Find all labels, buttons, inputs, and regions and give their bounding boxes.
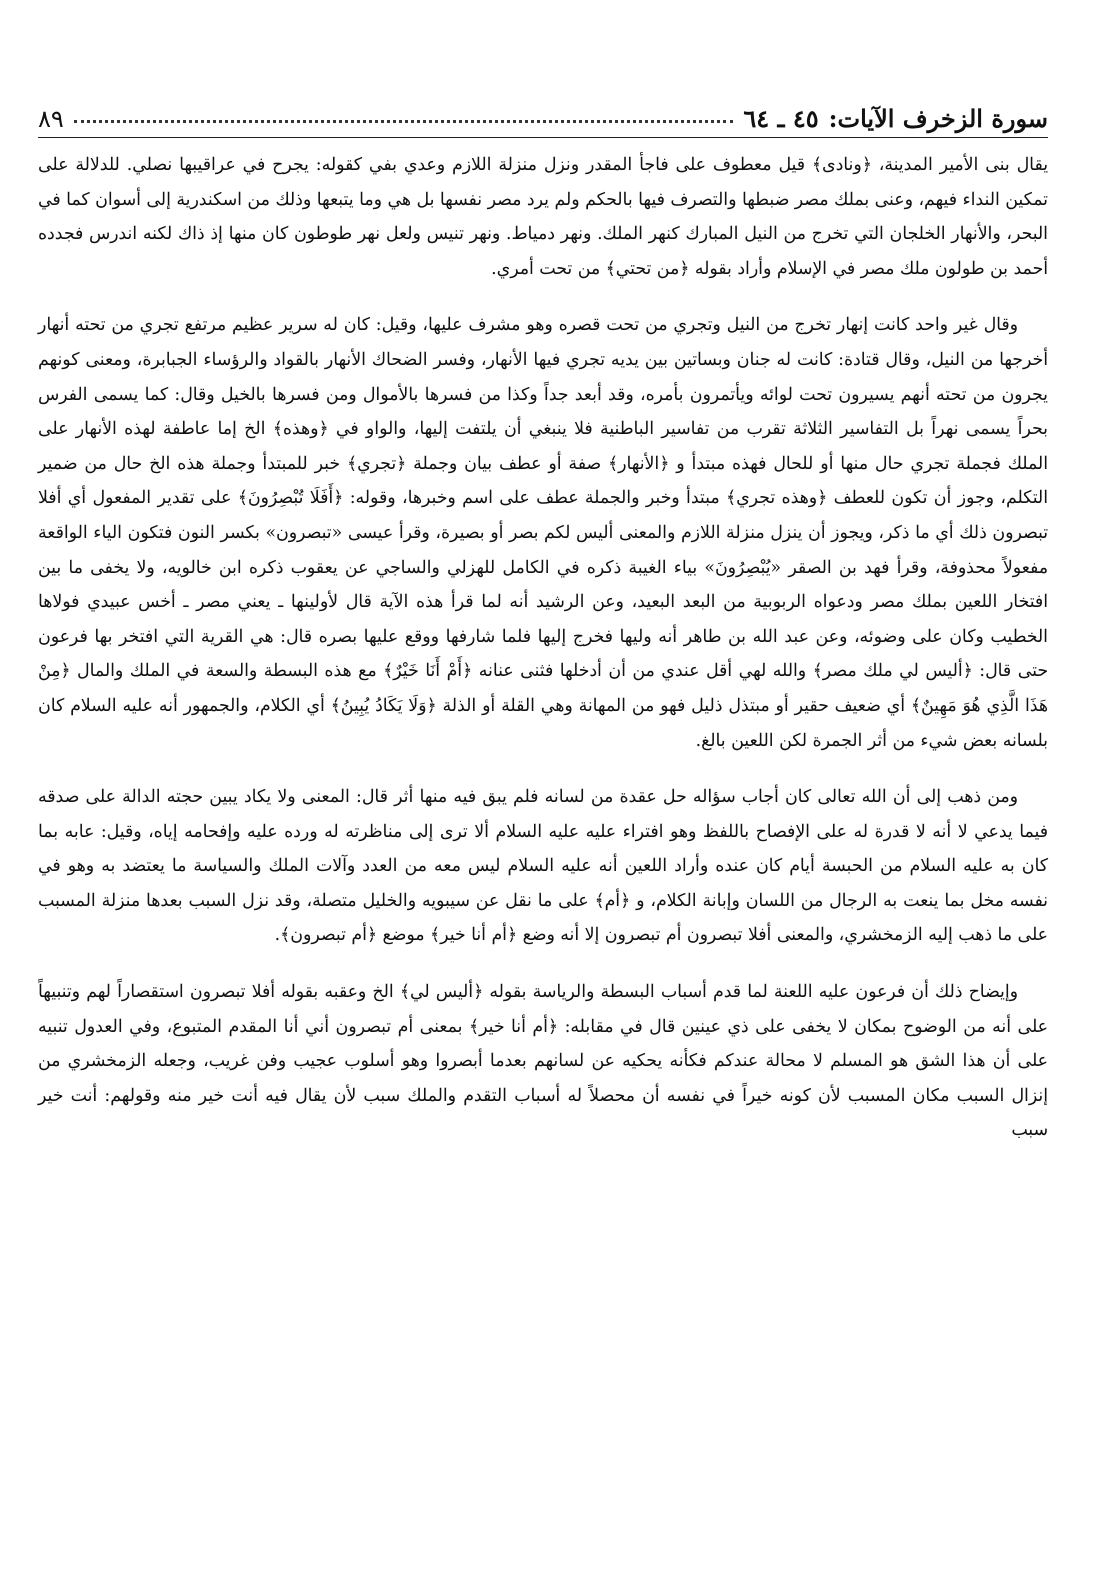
surah-title: سورة الزخرف الآيات:	[828, 104, 1048, 133]
paragraph-3: ومن ذهب إلى أن الله تعالى كان أجاب سؤاله حل عقدة من لسانه فلم يبق فيه منها أثر قال: المعنى ولا يكاد يبين حجته الدالة على صدقه فيما يدعي لا أنه لا قدرة له على الإفصاح باللفظ وهو افتراء عليه عليه السلام ألا ترى إلى مناظرته له ورده عليه وإفحامه إياه، وقيل: عابه بما كان به عليه السلام من الحبسة أيام كان عنده وأراد اللعين أنه عليه السلام ليس معه من العدد وآلات الملك والسياسة ما يعتضد به وهو في نفسه مخل بما ينعت به الرجال من اللسان وإبانة الكلام، و ﴿أم﴾ على ما نقل عن سيبويه والخليل متصلة، وقد نزل السبب بعدها منزلة المسبب على ما ذهب إليه الزمخشري، والمعنى أفلا تبصرون أم تبصرون إلا أنه وضع ﴿أم أنا خير﴾ موضع ﴿أم تبصرون﴾.	[38, 787, 1049, 946]
running-header	[38, 78, 1048, 138]
paragraph-4: وإيضاح ذلك أن فرعون عليه اللعنة لما قدم أسباب البسطة والرياسة بقوله ﴿أليس لي﴾ الخ وعقبه بقوله أفلا تبصرون استقصاراً لهم وتنبيهاً على أنه من الوضوح بمكان لا يخفى على ذي عينين قال في مقابله: ﴿أم أنا خير﴾ بمعنى أم تبصرون أني أنا المقدم المتبوع، وفي العدول تنبيه على أن هذا الشق هو المسلم لا محالة عندكم فكأنه يحكيه عن لسانهم بعدما أبصروا وهو أسلوب عجيب وفن غريب، وجعله الزمخشري من إنزال السبب مكان المسبب لأن كونه خيراً في نفسه أن محصلاً له أسباب التقدم والملك سبب لأن يقال فيه أنت خير منه وقولهم: أنت خير سبب	[38, 982, 1048, 1141]
page-body	[38, 148, 1048, 1170]
page-number: ٨٩	[38, 105, 64, 133]
paragraph-1: يقال بنى الأمير المدينة، ﴿ونادى﴾ قيل معطوف على فاجأ المقدر ونزل منزلة اللازم وعدي بفي كقوله: يجرح في عراقيبها نصلي. للدلالة على تمكين النداء فيهم، وعنى بملك مصر ضبطها والتصرف فيها بالحكم ولم يرد مصر نفسها بل هي وما يتبعها وذلك من اسكندرية إلى أسوان كما في البحر، والأنهار الخلجان التي تخرج من النيل المبارك كنهر الملك. ونهر دمياط. ونهر تنيس ولعل نهر طوطون كان منها إذ ذاك لكنه اندرس فجدده أحمد بن طولون ملك مصر في الإسلام وأراد بقوله ﴿من تحتي﴾ من تحت أمري.	[38, 155, 1048, 279]
paragraph-2: وقال غير واحد كانت إنهار تخرج من النيل وتجري من تحت قصره وهو مشرف عليها، وقيل: كان له سرير عظيم مرتفع تجري من تحته أنهار أخرجها من النيل، وقال قتادة: كانت له جنان وبساتين بين يديه تجري فيها الأنهار، وفسر الضحاك الأنهار بالقواد والرؤساء الجبابرة، ومعنى كونهم يجرون من تحته أنهم يسيرون تحت لوائه ويأتمرون بأمره، وقد أبعد جداً وكذا من فسرها بالأموال ومن فسرها بالخيل وقال: كما يسمى الفرس بحراً يسمى نهراً بل التفاسير الثلاثة تقرب من تفاسير الباطنية فلا ينبغي أن يلتفت إليها، والواو في ﴿وهذه﴾ الخ إما عاطفة لهذه الأنهار على الملك فجملة تجري حال منها أو للحال فهذه مبتدأ و ﴿الأنهار﴾ صفة أو عطف بيان وجملة ﴿تجري﴾ خبر للمبتدأ وجملة هذه الخ حال من ضمير التكلم، وجوز أن تكون للعطف ﴿وهذه تجري﴾ مبتدأ وخبر والجملة عطف على اسم وخبرها، وقوله: ﴿أَفَلَا تُبْصِرُونَ﴾ على تقدير المفعول أي أفلا تبصرون ذلك أي ما ذكر، ويجوز أن ينزل منزلة اللازم والمعنى أليس لكم بصر أو بصيرة، وقرأ عيسى «تبصرون» بكسر النون فتكون الياء الواقعة مفعولاً محذوفة، وقرأ فهد بن الصقر «يُبْصِرُونَ» بياء الغيبة ذكره في الكامل للهزلي والساجي عن يعقوب ذكره ابن خالويه، ولا يخفى ما بين افتخار اللعين بملك مصر ودعواه الربوبية من البعد البعيد، وعن الرشيد أنه لما قرأ هذه الآية قال لأولينها ـ يعني مصر ـ أخس عبيدي فولاها الخطيب وكان على وضوئه، وعن عبد الله بن طاهر أنه وليها فخرج إليها فلما شارفها ووقع عليها بصره قال: هي القرية التي افتخر بها فرعون حتى قال: ﴿أليس لي ملك مصر﴾ والله لهي أقل عندي من أن أدخلها فثنى عنانه ﴿أَمْ أَنَا خَيْرٌ﴾ مع هذه البسطة والسعة في الملك والمال ﴿مِنْ هَذَا الَّذِي هُوَ مَهِينٌ﴾ أي ضعيف حقير أو مبتذل ذليل فهو من المهانة وهي القلة أو الذلة ﴿وَلَا يَكَادُ يُبِينُ﴾ أي الكلام، والجمهور أنه عليه السلام كان بلسانه بعض شيء من أثر الجمرة لكن اللعين بالغ.	[38, 315, 1049, 751]
dotted-leader	[74, 120, 734, 123]
verse-range: ٤٥ ـ ٦٤	[743, 104, 819, 133]
